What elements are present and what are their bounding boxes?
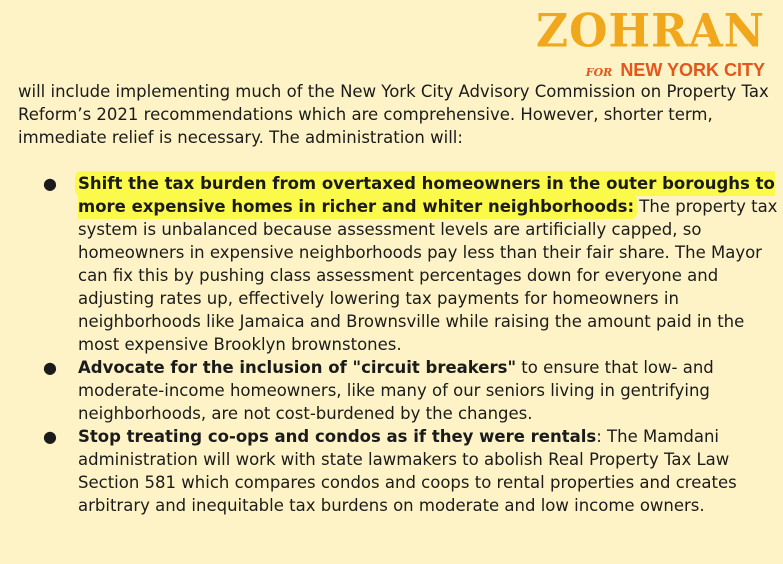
logo-city: NEW YORK CITY	[620, 60, 765, 80]
bullet-text: : The Mamdani administration will work with state lawmakers to abolish Real Property Tax Law Section 581 which compares condos and coops to rental properties and creates arbitrary and inequitable tax burdens on moderate and low income owners.	[78, 427, 737, 515]
list-item	[18, 172, 783, 356]
campaign-logo	[536, 4, 765, 83]
intro-paragraph: will include implementing much of the New York City Advisory Commission on Property Tax Reform’s 2021 recommendations which are comprehensive. However, shorter term, immediate relief is necessary. The administration will:	[18, 82, 769, 147]
list-item	[18, 425, 783, 517]
bullet-heading: Advocate for the inclusion of "circuit breakers"	[78, 358, 517, 377]
bullet-text: The property tax system is unbalanced because assessment levels are artificially capped, so homeowners in expensive neighborhoods pay less than their fair share. The Mayor can fix this by pushing class assessment percentages down for everyone and adjusting rates up, effectively lowering tax payments for homeowners in neighborhoods like Jamaica and Brownsville while raising the amount paid in the most expensive Brooklyn brownstones.	[78, 197, 778, 354]
bullet-icon: ●	[43, 174, 57, 193]
policy-list	[18, 172, 783, 517]
list-item	[18, 356, 783, 425]
document-body	[18, 80, 783, 517]
logo-for: FOR	[585, 66, 613, 79]
bullet-icon: ●	[43, 427, 57, 446]
bullet-icon: ●	[43, 358, 57, 377]
logo-name: ZOHRAN	[536, 4, 765, 59]
bullet-text: to ensure that low- and moderate-income homeowners, like many of our seniors living in gentrifying neighborhoods, are not cost-burdened by the changes.	[78, 358, 714, 423]
bullet-heading: Stop treating co-ops and condos as if they were rentals	[78, 427, 597, 446]
bullet-heading-highlighted: Shift the tax burden from overtaxed homeowners in the outer boroughs to more expensive homes in richer and whiter neighborhoods:	[78, 174, 775, 216]
